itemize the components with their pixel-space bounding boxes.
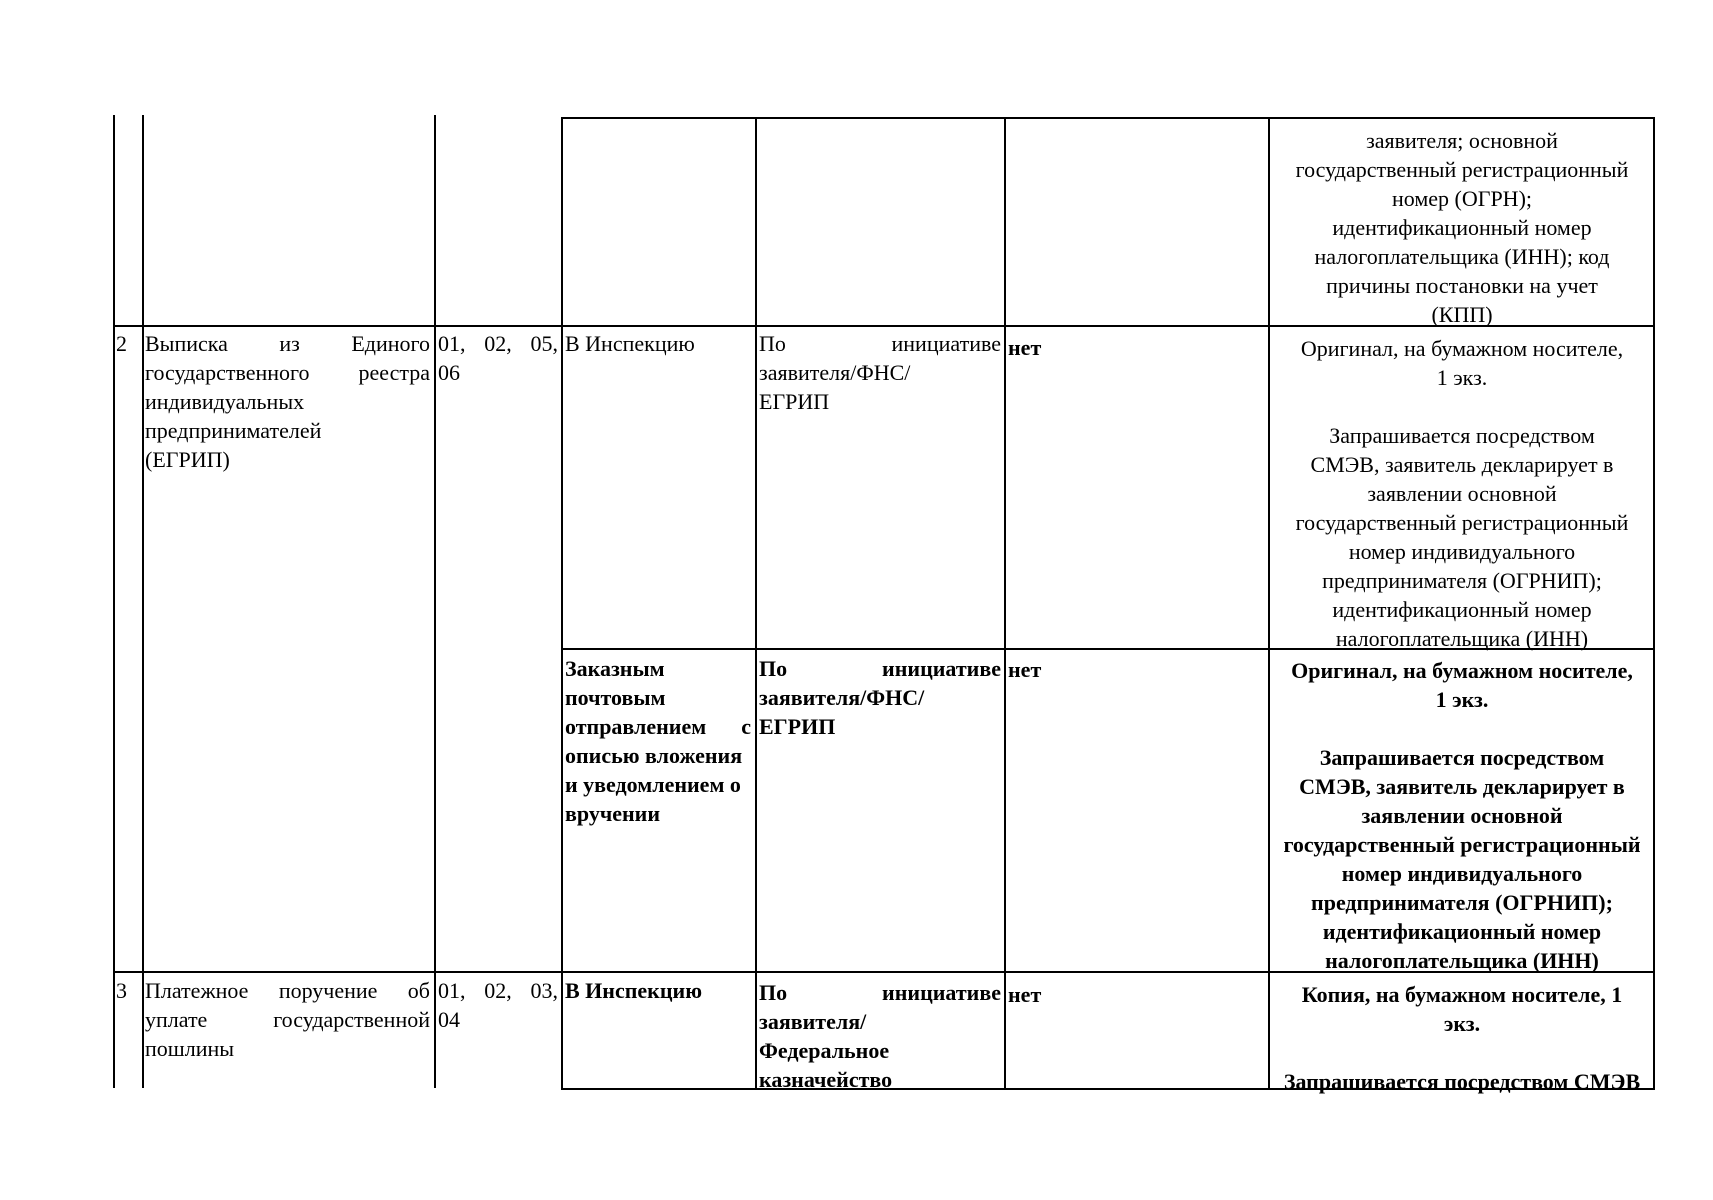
text-line: Оригинал, на бумажном носителе,: [1300, 336, 1624, 361]
text-line: 01, 02, 05,: [438, 331, 558, 356]
text-line: Федеральное: [759, 1038, 890, 1063]
text-line: предпринимателей: [145, 418, 322, 443]
row2-form-2: [1273, 656, 1651, 975]
text-line: СМЭВ, заявитель декларирует в: [1299, 774, 1625, 799]
text-line: идентификационный номер: [1322, 919, 1602, 944]
text-line: Выписка из Единого: [145, 331, 430, 356]
row3-initiative: [759, 978, 1001, 1094]
grid-line: [561, 117, 563, 1088]
text-line: 1 экз.: [1435, 687, 1489, 712]
text-line: пошлины: [145, 1036, 235, 1061]
text-line: ЕГРИП: [759, 714, 836, 739]
text-line: отправлением с: [565, 714, 751, 739]
text-line: причины постановки на учет: [1326, 273, 1598, 298]
text-line: описью вложения: [565, 743, 743, 768]
grid-line: [1653, 117, 1655, 1088]
row2-flag-2: нет: [1008, 657, 1042, 682]
grid-line: [434, 115, 436, 1088]
text-line: СМЭВ, заявитель декларирует в: [1310, 452, 1614, 477]
row3-number: 3: [116, 978, 127, 1003]
text-line: государственный регистрационный: [1295, 510, 1629, 535]
text-line: 04: [438, 1007, 460, 1032]
text-line: номер индивидуального: [1341, 861, 1583, 886]
grid-line: [142, 115, 144, 1088]
text-line: предпринимателя (ОГРНИП);: [1311, 890, 1613, 915]
grid-line: [1004, 117, 1006, 1088]
text-line: заявлении основной: [1367, 481, 1557, 506]
text-line: заявлении основной: [1361, 803, 1563, 828]
text-line: идентификационный номер: [1332, 215, 1592, 240]
text-line: казначейство: [759, 1067, 893, 1092]
text-line: Копия, на бумажном носителе, 1: [1301, 982, 1623, 1007]
text-line: номер (ОГРН);: [1391, 186, 1533, 211]
text-line: (ЕГРИП): [145, 447, 230, 472]
row3-document-name: [145, 976, 430, 1063]
row2-initiative-1: [759, 329, 1001, 416]
text-line: и уведомлением о: [565, 772, 741, 797]
cont-details-cell: [1273, 126, 1651, 329]
text-line: почтовым: [565, 685, 666, 710]
row2-method-2: [565, 654, 751, 828]
text-line: государственный регистрационный: [1295, 157, 1629, 182]
row2-document-name: [145, 329, 430, 474]
text-line: По инициативе: [759, 656, 1001, 681]
text-line: экз.: [1443, 1011, 1481, 1036]
text-line: уплате государственной: [145, 1007, 430, 1032]
text-line: 01, 02, 03,: [438, 978, 558, 1003]
grid-line: [113, 115, 115, 1088]
text-line: Запрашивается посредством СМЭВ: [1283, 1069, 1641, 1094]
text-line: вручении: [565, 801, 661, 826]
row2-method-1: В Инспекцию: [565, 331, 695, 356]
row3-method: В Инспекцию: [565, 978, 703, 1003]
text-line: Платежное поручение об: [145, 978, 430, 1003]
row3-form: [1273, 980, 1651, 1096]
text-line: предпринимателя (ОГРНИП);: [1322, 568, 1602, 593]
text-line: 06: [438, 360, 460, 385]
text-line: номер индивидуального: [1348, 539, 1576, 564]
grid-line: [1268, 117, 1270, 1088]
row2-initiative-2: [759, 654, 1001, 741]
row2-flag-1: нет: [1008, 335, 1042, 360]
row3-flag: нет: [1008, 982, 1042, 1007]
text-line: Заказным: [565, 656, 665, 681]
text-line: заявителя/: [759, 1009, 867, 1034]
text-line: налогоплательщика (ИНН): [1335, 626, 1589, 651]
text-line: индивидуальных: [145, 389, 305, 414]
text-line: государственный регистрационный: [1283, 832, 1641, 857]
grid-line: [561, 117, 1655, 119]
text-line: заявителя/ФНС/: [759, 360, 911, 385]
text-line: налогоплательщика (ИНН): [1325, 948, 1599, 973]
row2-number: 2: [116, 331, 127, 356]
row2-form-1: [1273, 334, 1651, 653]
text-line: государственного реестра: [145, 360, 430, 385]
text-line: Оригинал, на бумажном носителе,: [1291, 658, 1633, 683]
text-line: (КПП): [1431, 302, 1493, 327]
text-line: налогоплательщика (ИНН); код: [1314, 244, 1610, 269]
text-line: Запрашивается посредством: [1329, 423, 1595, 448]
row3-codes: [438, 976, 558, 1034]
text-line: заявителя/ФНС/: [759, 685, 925, 710]
text-line: По инициативе: [759, 980, 1001, 1005]
grid-line: [755, 117, 757, 1088]
text-line: По инициативе: [759, 331, 1001, 356]
text-line: Запрашивается посредством: [1319, 745, 1605, 770]
text-line: ЕГРИП: [759, 389, 830, 414]
row2-codes: [438, 329, 558, 387]
text-line: заявителя; основной: [1366, 128, 1558, 153]
text-line: идентификационный номер: [1332, 597, 1592, 622]
text-line: 1 экз.: [1436, 365, 1488, 390]
